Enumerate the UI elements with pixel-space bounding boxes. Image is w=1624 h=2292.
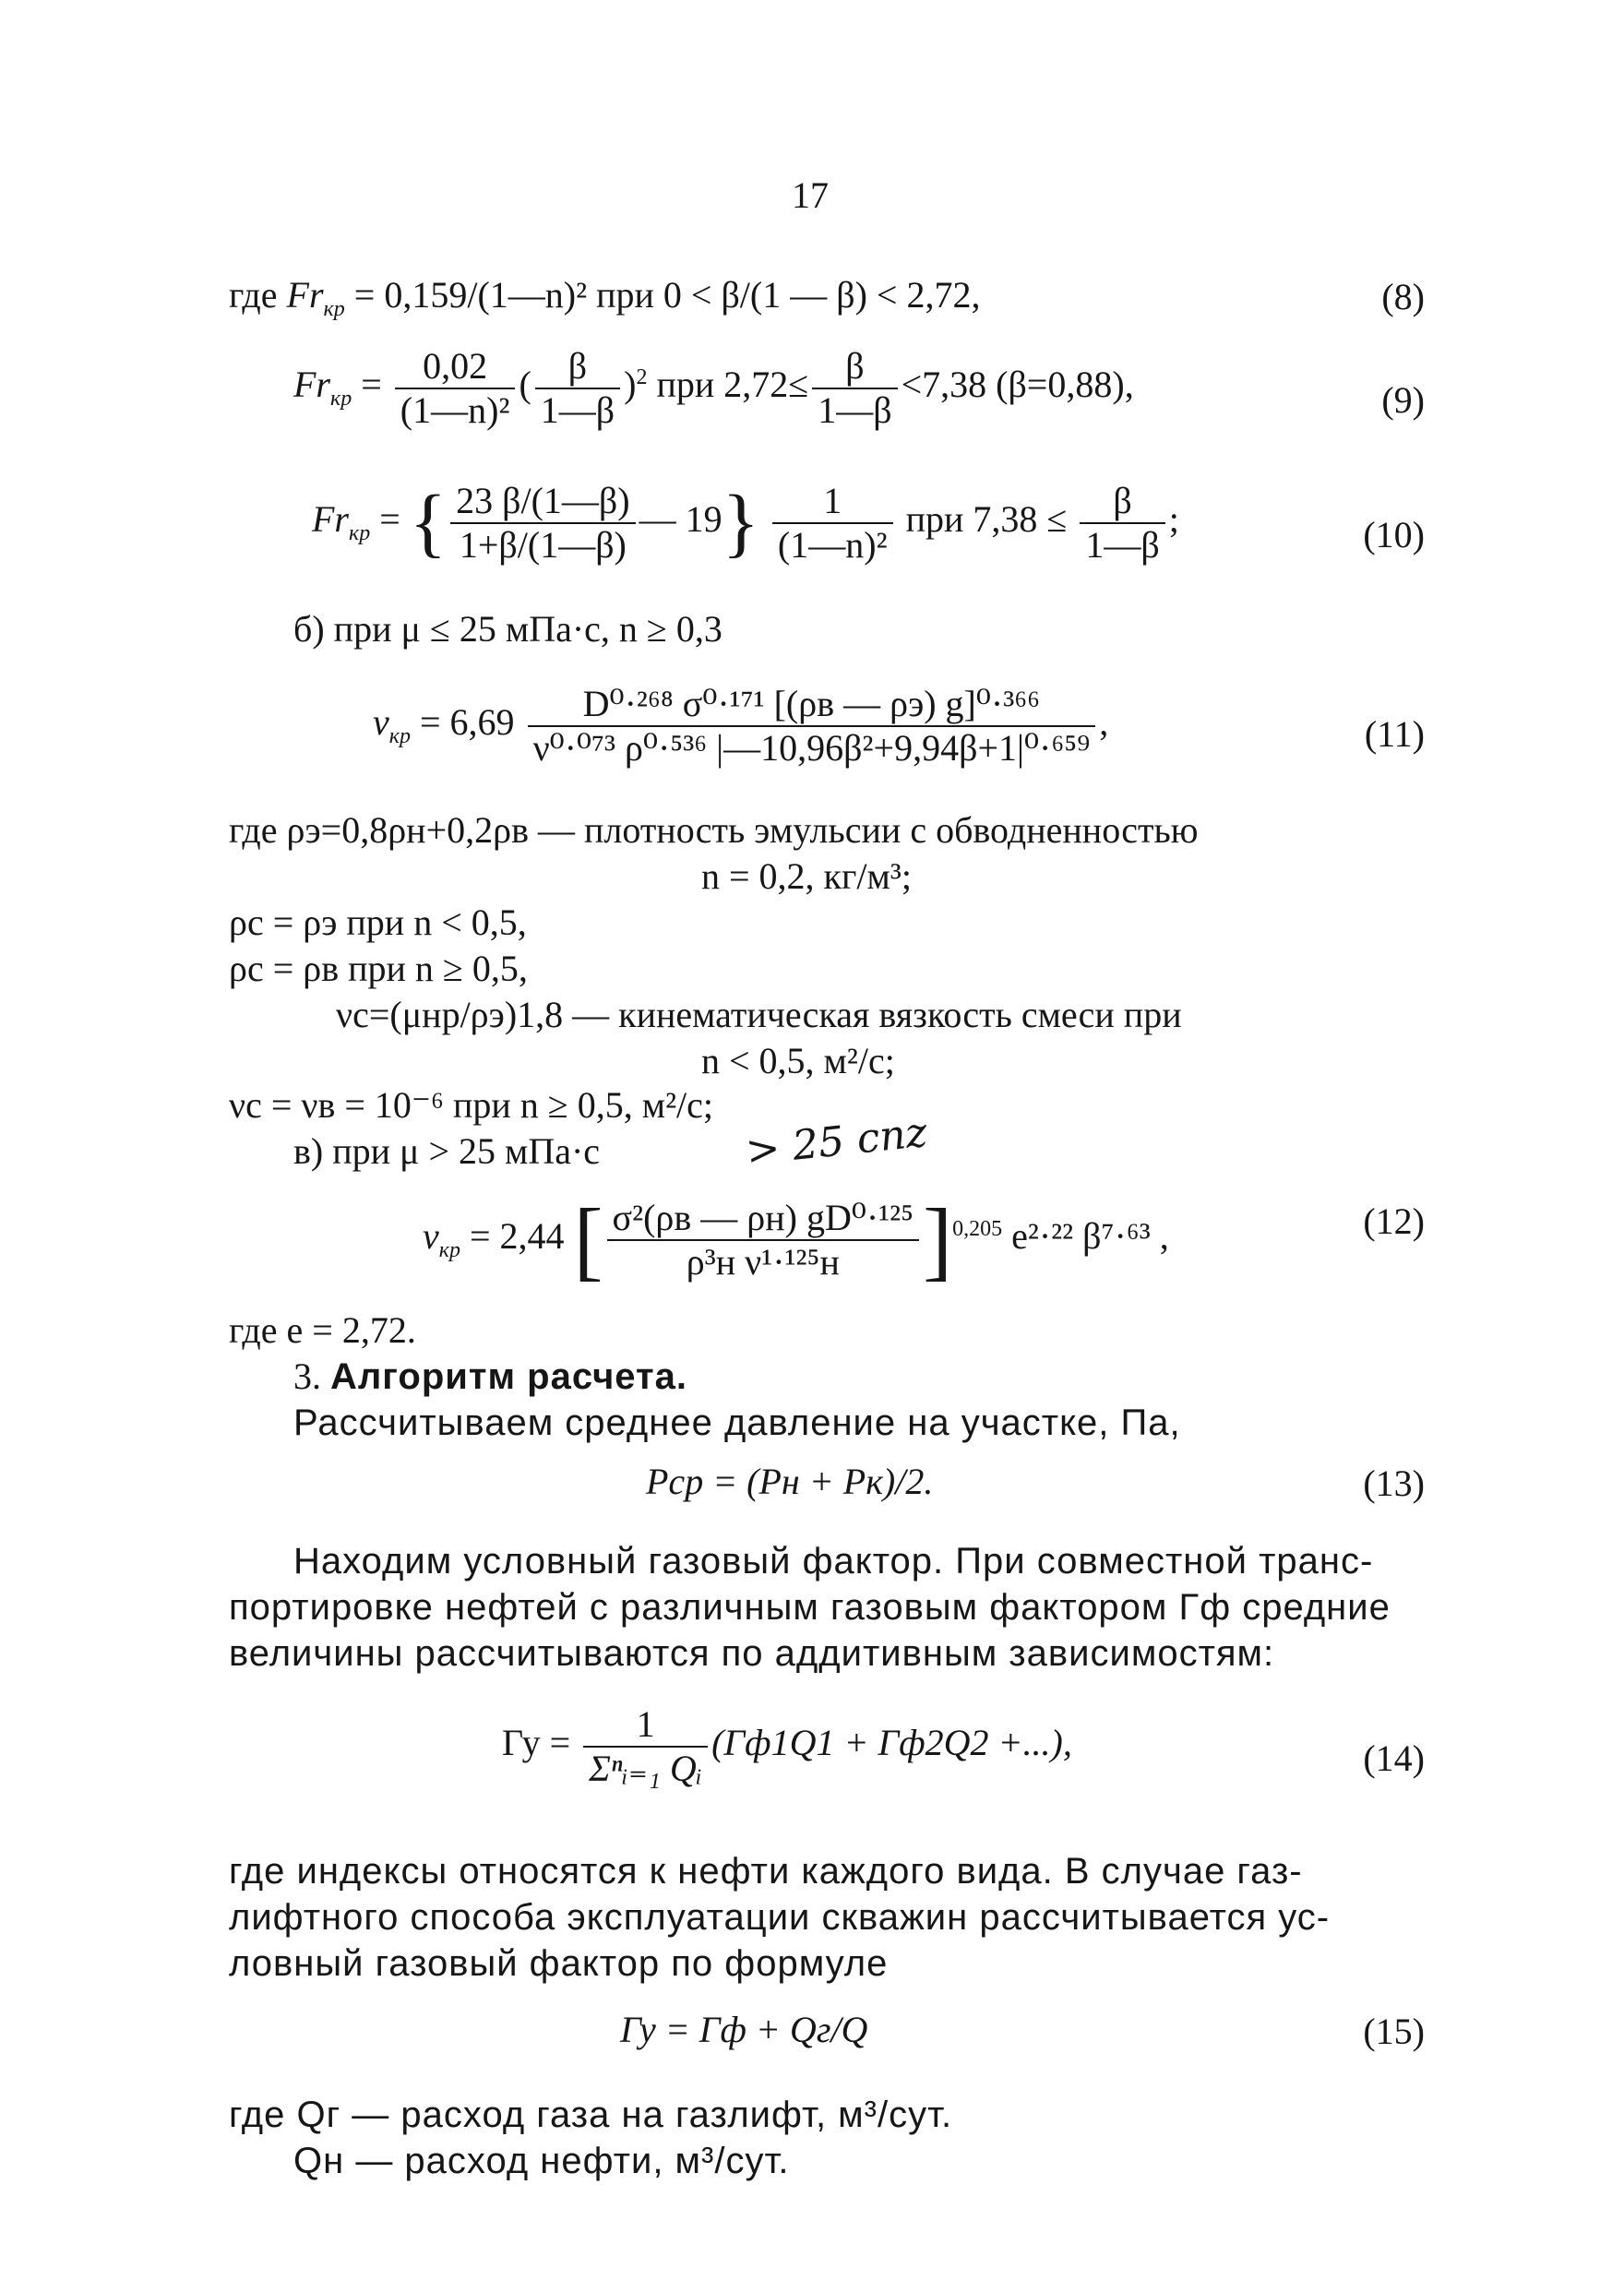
- eq10-cond-den: 1—β: [1085, 524, 1160, 566]
- eq12-coef: = 2,44: [470, 1215, 565, 1258]
- equation-9: $Fr_{кр}$ = $\frac{0,02}{\text{(1—n)²}}$ ( $\frac{\beta}{1—\beta}$ )$^2$ при 2,72≤ $\frac{\beta}{1—\beta}$ <7,38 (β=0,88),: [293, 345, 1134, 431]
- equation-12: [423, 1190, 1169, 1289]
- eq9-fraction: [395, 345, 516, 432]
- case-b: б) при μ ≤ 25 мПа·с, n ≥ 0,3: [293, 608, 722, 650]
- rho-c-1: ρc = ρэ при n < 0,5,: [229, 901, 527, 943]
- nu-c-3: νc = νв = 10⁻⁶ при n ≥ 0,5, м²/с;: [229, 1084, 714, 1126]
- equation-13: Pср = (Pн + Pк)/2.: [646, 1461, 934, 1502]
- eq8-body: = 0,159/(1—n)² при 0 < β/(1 — β) < 2,72,: [353, 274, 981, 316]
- eq14-num: 1: [583, 1703, 708, 1748]
- eq9-cond-den: 1—β: [818, 389, 892, 431]
- eq13-tag: (13): [1363, 1462, 1425, 1504]
- eq10-tag: (10): [1363, 514, 1425, 555]
- eq12-fraction: [607, 1197, 920, 1283]
- page-number: 17: [792, 174, 829, 216]
- section-title: Алгоритм расчета.: [330, 1356, 687, 1397]
- right-brace: }: [722, 480, 759, 566]
- eq10-cond-fraction: [1080, 480, 1164, 567]
- eq9-tag: (9): [1381, 379, 1425, 421]
- rho-c-2: ρc = ρв при n ≥ 0,5,: [229, 948, 528, 989]
- eq10-minus: — 19: [639, 498, 722, 541]
- eq9-den: (1—n)²: [400, 389, 510, 431]
- eq12-tail: e²·²² β⁷·⁶³ ,: [1011, 1215, 1169, 1258]
- def-q-gas: где Qг — расход газа на газлифт, м³/сут.: [229, 2095, 953, 2135]
- eq12-symbol: $v_{кр}$: [423, 1215, 460, 1263]
- def-e: где e = 2,72.: [229, 1309, 416, 1351]
- paragraph-1: Рассчитываем среднее давление на участке, Па,: [293, 1403, 1181, 1443]
- eq11-symbol: $v_{кр}$: [373, 701, 411, 749]
- def-q-oil: Qн — расход нефти, м³/сут.: [293, 2141, 790, 2181]
- paragraph-3-line-3: ловный газовый фактор по формуле: [229, 1943, 889, 1984]
- eq9-cond-num: β: [812, 345, 897, 389]
- eq9-cond-tail: <7,38 (β=0,88),: [901, 364, 1134, 406]
- eq8-tag: (8): [1381, 276, 1425, 317]
- eq14-rhs: (Гф1Q1 + Гф2Q2 +...),: [711, 1722, 1072, 1764]
- eq10-factor: [772, 480, 893, 567]
- eq9-cond: при 2,72≤: [656, 364, 809, 406]
- def-rho-e: где ρэ=0,8ρн+0,2ρв — плотность эмульсии с обводненностью: [229, 809, 1199, 851]
- eq11-coef: = 6,69: [420, 701, 515, 744]
- eq9-cond-fraction: [812, 345, 897, 432]
- eq9-symbol: $Fr_{кр}$: [293, 364, 352, 412]
- paragraph-2-line-3: величины рассчитываются по аддитивным зависимостям:: [229, 1633, 1275, 1674]
- eq14-den: Σⁿᵢ₌₁ Qᵢ: [589, 1748, 703, 1789]
- eq14-fraction: [583, 1703, 708, 1790]
- equation-15: Гу = Гф + Qг/Q: [620, 2009, 868, 2050]
- eq12-exp: 0,205: [952, 1216, 1003, 1241]
- paragraph-2-line-1: Находим условный газовый фактор. При совместной транс-: [293, 1541, 1374, 1582]
- eq12-tag: (12): [1363, 1200, 1425, 1242]
- eq8-symbol: $Fr_{кр}$: [286, 274, 345, 321]
- paragraph-3-line-2: лифтного способа эксплуатации скважин рассчитывается ус-: [229, 1897, 1331, 1938]
- case-c: в) при μ > 25 мПа·с: [293, 1130, 601, 1172]
- eq12-den: ρ³н ν¹·¹²⁵н: [686, 1241, 840, 1283]
- eq10-num: 23 β/(1—β): [450, 480, 635, 524]
- eq10-fraction: [450, 480, 635, 567]
- eq10-f-num: 1: [772, 480, 893, 524]
- nu-c-2: n < 0,5, м²/с;: [701, 1040, 895, 1081]
- equation-14: [502, 1703, 1072, 1790]
- eq10-cond: при 7,38 ≤: [905, 498, 1068, 541]
- eq10-den: 1+β/(1—β): [459, 524, 627, 566]
- section-number: 3.: [293, 1355, 321, 1397]
- eq10-symbol: $Fr_{кр}$: [312, 498, 371, 546]
- eq11-den: ν⁰·⁰⁷³ ρ⁰·⁵³⁶ |—10,96β²+9,94β+1|⁰·⁶⁵⁹: [532, 727, 1091, 769]
- paragraph-3-line-1: где индексы относятся к нефти каждого вида. В случае газ-: [229, 1851, 1303, 1892]
- eq10-cond-num: β: [1080, 480, 1164, 524]
- left-bracket: [: [573, 1190, 603, 1289]
- eq9-inner-den: 1—β: [540, 389, 615, 431]
- right-bracket: ]: [923, 1190, 953, 1289]
- eq9-num: 0,02: [395, 345, 516, 389]
- equation-10: $Fr_{кр}$ = { $\frac{23 \beta/(1—\beta)}{1+\beta/(1—\beta)}$ — 19} $\frac{1}{\text{(1—n)²}}$ при 7,38 ≤ $\frac{\beta}{1—\beta}$ ;: [312, 480, 1179, 566]
- paragraph-2-line-2: портировке нефтей с различным газовым фактором Гф средние: [229, 1587, 1391, 1628]
- eq9-inner-fraction: [535, 345, 620, 432]
- equation-11: $v_{кр} = 6,69$ $\frac{\text{D⁰·²⁶⁸ σ⁰·¹⁷¹ [(ρв — ρэ) g]⁰·³⁶⁶}}{\text{ν⁰·⁰⁷³ ρ⁰·⁵³⁶ |—10,96β²+9,94β+1|⁰·⁶⁵⁹}}$ ,: [373, 683, 1109, 769]
- eq10-f-den: (1—n)²: [777, 524, 888, 566]
- eq9-inner-num: β: [535, 345, 620, 389]
- left-brace: {: [409, 480, 448, 566]
- eq11-fraction: [528, 683, 1096, 770]
- nu-c: νc=(μнр/ρэ)1,8 — кинематическая вязкость смеси при: [336, 994, 1182, 1035]
- eq8-lead: где: [229, 274, 278, 316]
- eq15-tag: (15): [1363, 2011, 1425, 2052]
- section-heading: [293, 1356, 687, 1397]
- handwritten-note: > 25 cnz: [743, 1108, 930, 1176]
- eq11-num: D⁰·²⁶⁸ σ⁰·¹⁷¹ [(ρв — ρэ) g]⁰·³⁶⁶: [528, 683, 1096, 727]
- def-rho-e-2: n = 0,2, кг/м³;: [701, 855, 912, 897]
- eq12-num: σ²(ρв — ρн) gD⁰·¹²⁵: [607, 1197, 920, 1241]
- eq11-tag: (11): [1364, 713, 1425, 755]
- equation-8: [229, 274, 981, 321]
- eq14-tag: (14): [1363, 1737, 1425, 1779]
- eq14-lhs: Гу =: [502, 1722, 571, 1764]
